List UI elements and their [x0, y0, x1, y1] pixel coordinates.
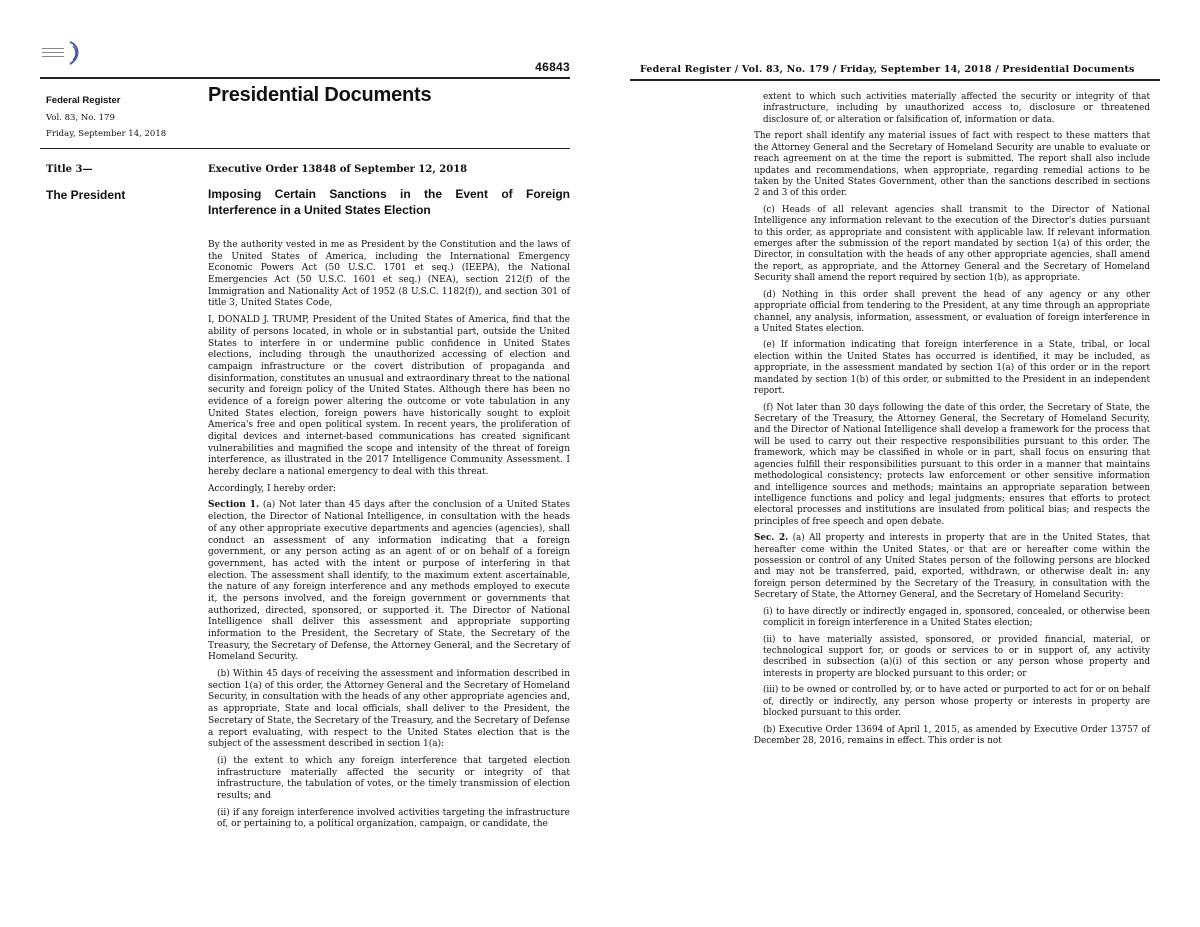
section-1d-paragraph: (d) Nothing in this order shall prevent the head of any agency or any other appropriate official from tendering to the President, at any time through an appropriate channel, any analysis, information, assessment, or evaluation of foreign interference in a United States election.	[754, 289, 1150, 335]
running-header: Federal Register / Vol. 83, No. 179 / Friday, September 14, 2018 / Presidential Documents	[640, 64, 1135, 75]
section-1-text: (a) Not later than 45 days after the conclusion of a United States election, the Director of National Intelligence, in consultation with the heads of any other appropriate executive departments and agencies (agencies), shall conduct an assessment of any information indicating that a foreign government, or any person acting as an agent of or on behalf of a foreign government, has acted with the intent or purpose of interfering in that election. The assessment shall identify, to the maximum extent ascertainable, the nature of any foreign interference and any methods employed to execute it, the persons involved, and the foreign government or governments that authorized, directed, sponsored, or supported it. The Director of National Intelligence shall deliver this assessment and appropriate supporting information to the President, the Secretary of State, the Secretary of the Treasury, the Secretary of Defense, the Attorney General, and the Secretary of Homeland Security.	[208, 500, 571, 663]
president-label: The President	[46, 188, 126, 202]
continued-paragraph: extent to which such activities materially affected the security or integrity of that infrastructure, including by unauthorized access to, disclosure or threatened disclosure of, or alteration or falsification of, information or data.	[763, 92, 1150, 125]
executive-order-subtitle: Imposing Certain Sanctions in the Event of Foreign Interference in a United States Election	[208, 187, 570, 218]
title-rule	[40, 148, 570, 149]
section-1-paragraph	[208, 500, 570, 664]
section-title: Presidential Documents	[208, 84, 432, 106]
header-rule	[40, 77, 570, 79]
page-number: 46843	[535, 60, 570, 74]
section-1e-paragraph: (e) If information indicating that foreign interference in a State, tribal, or local election within the United States has occurred is identified, it may be included, as appropriate, in the assessment mandated by section 1(a) of this order or in the report mandated by section 1(b) of this order, or submitted to the President in an independent report.	[754, 340, 1150, 397]
section-2a-iii-paragraph: (iii) to be owned or controlled by, or to have acted or purported to act for or on behalf of, directly or indirectly, any person whose property or interests in property are blocked pursuant to this order.	[763, 685, 1150, 719]
publication-meta	[46, 92, 196, 142]
register-name: Federal Register	[46, 95, 121, 106]
order-intro-paragraph: Accordingly, I hereby order:	[208, 483, 337, 494]
section-1f-paragraph: (f) Not later than 30 days following the date of this order, the Secretary of State, the Secretary of the Treasury, the Attorney General, the Secretary of Homeland Security, and the Director of National Intelligence shall develop a framework for the process that will be used to carry out their respective responsibilities pursuant to this order. The framework, which may be classified in whole or in part, shall focus on ensuring that agencies fulfill their responsibilities pursuant to this order in a manner that maintains methodological consistency; protects law enforcement or other sensitive information and intelligence sources and methods; maintains an appropriate separation between intelligence functions and policy and legal judgments; ensures that efforts to protect electoral processes and institutions are insulated from political bias; and respects the principles of free speech and open debate.	[754, 402, 1150, 527]
right-page	[600, 0, 1200, 927]
section-1-label: Section 1.	[208, 500, 260, 511]
right-body-column	[754, 92, 1150, 752]
authority-paragraph: By the authority vested in me as President by the Constitution and the laws of the United States of America, including the International Emergency Economic Powers Act (50 U.S.C. 1701 et seq.) (IEEPA), the National Emergencies Act (50 U.S.C. 1601 et seq.) (NEA), section 212(f) of the Immigration and Nationality Act of 1952 (8 U.S.C. 1182(f)), and section 301 of title 3, United States Code,	[208, 240, 570, 309]
section-2a-i-paragraph: (i) to have directly or indirectly engaged in, sponsored, concealed, or otherwise been complicit in foreign interference in a United States election;	[763, 606, 1150, 629]
section-2b-paragraph: (b) Executive Order 13694 of April 1, 2015, as amended by Executive Order 13757 of December 28, 2016, remains in effect. This order is not	[754, 724, 1150, 746]
section-2-paragraph	[754, 533, 1150, 602]
title-label: Title 3—	[46, 164, 93, 175]
section-1b-ii-paragraph: (ii) if any foreign interference involved activities targeting the infrastructure of, or pertaining to, a political organization, campaign, or candidate, the	[217, 807, 570, 830]
running-header-rule	[630, 79, 1160, 81]
section-2a-ii-paragraph: (ii) to have materially assisted, sponsored, or provided financial, material, or technological support for, or goods or services to or in support of, any activity described in subsection (a)(i) of this section or any person whose property and interests in property are blocked pursuant to this order; or	[763, 634, 1150, 679]
publication-date: Friday, September 14, 2018	[46, 129, 167, 140]
left-body-column	[208, 240, 570, 836]
volume-number: Vol. 83, No. 179	[46, 113, 115, 124]
report-paragraph: The report shall identify any material issues of fact with respect to these matters that the Attorney General and the Secretary of Homeland Security are unable to evaluate or reach agreement on at the time the report is submitted. The report shall also include updates and recommendations, when appropriate, regarding remedial actions to be taken by the United States Government, other than the sanctions described in sections 2 and 3 of this order.	[754, 131, 1150, 199]
section-1b-paragraph: (b) Within 45 days of receiving the assessment and information described in section 1(a) of this order, the Attorney General and the Secretary of Homeland Security, in consultation with the heads of any other appropriate agencies and, as appropriate, State and local officials, shall deliver to the President, the Secretary of State, the Secretary of the Treasury, and the Secretary of Defense a report evaluating, with respect to the United States election that is the subject of the assessment described in section 1(a):	[208, 669, 570, 750]
section-2-label: Sec. 2.	[754, 533, 789, 544]
section-2-text: (a) All property and interests in property that are in the United States, that hereafter come within the United States, or that are or hereafter come within the possession or control of any United States person of the following persons are blocked and may not be transferred, paid, exported, withdrawn, or otherwise dealt in: any foreign person determined by the Secretary of the Treasury, in consultation with the Secretary of State, the Attorney General, and the Secretary of Homeland Security:	[754, 533, 1150, 601]
gpo-logo-icon	[40, 40, 84, 68]
section-1c-paragraph: (c) Heads of all relevant agencies shall transmit to the Director of National Intelligence any information relevant to the execution of the Director's duties pursuant to this order, as appropriate and consistent with applicable law. If relevant information emerges after the submission of the report mandated by section 1(a) of this order, the Director, in consultation with the heads of any other appropriate agencies, shall amend the report, as appropriate, and the Attorney General and the Secretary of Homeland Security shall amend the report required by section 1(b), as appropriate.	[754, 204, 1150, 284]
executive-order-number: Executive Order 13848 of September 12, 2018	[208, 164, 468, 175]
finding-paragraph: I, DONALD J. TRUMP, President of the United States of America, find that the ability of persons located, in whole or in substantial part, outside the United States to interfere in or undermine public confidence in United States elections, including through the unauthorized accessing of election and campaign infrastructure or the covert distribution of propaganda and disinformation, constitutes an unusual and extraordinary threat to the national security and foreign policy of the United States. Although there has been no evidence of a foreign power altering the outcome or vote tabulation in any United States election, foreign powers have historically sought to exploit America's free and open political system. In recent years, the proliferation of digital devices and internet-based communications has created significant vulnerabilities and magnified the scope and intensity of the threat of foreign interference, as illustrated in the 2017 Intelligence Community Assessment. I hereby declare a national emergency to deal with this threat.	[208, 315, 570, 478]
section-1b-i-paragraph: (i) the extent to which any foreign interference that targeted election infrastructure materially affected the security or integrity of that infrastructure, the tabulation of votes, or the timely transmission of election results; and	[217, 755, 570, 801]
